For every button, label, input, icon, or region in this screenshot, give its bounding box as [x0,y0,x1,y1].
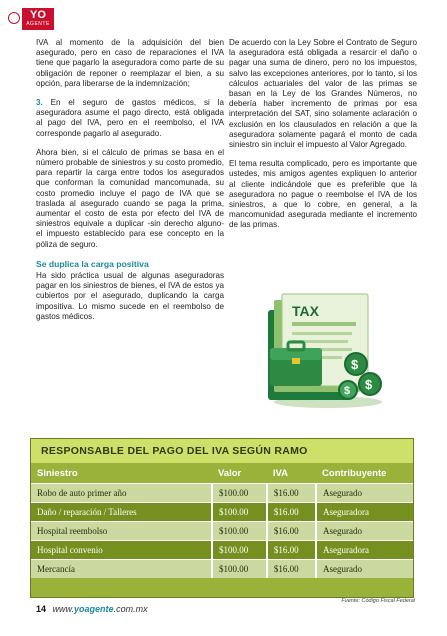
table-row [31,503,413,522]
logo-text: YO [30,9,46,21]
cell-contribuyente: Asegurado [316,484,413,503]
site-prefix: www. [52,604,75,614]
page-number: 14 [36,604,47,614]
cell-siniestro: Daño / reparación / Talleres [31,503,212,522]
cell-valor: $100.00 [212,560,267,579]
cell-iva: $16.00 [267,560,316,579]
iva-table [30,438,414,598]
logo-circle-icon [8,12,20,24]
tax-illustration [262,292,394,410]
svg-text:$: $ [351,357,359,372]
table-title: RESPONSABLE DEL PAGO DEL IVA SEGÚN RAMO [31,439,413,463]
left-paragraph-3: Ahora bien, si el cálculo de primas se basa en el número probable de siniestros y su costo promedio, para repartir la carga entre todos los asegurados que conforman la comunidad mancomunada, su costo promedio incluye el pago de IVA que se traslada al asegurado cuando se paga la prima, aumentar el costo de esta por efecto del IVA de siniestros equivale a duplicar -sin derecho alguno- el impuesto establecido para ese concepto en la póliza de seguro. [36,147,224,249]
cell-valor: $100.00 [212,484,267,503]
table-row [31,560,413,579]
table-row [31,484,413,503]
cell-iva: $16.00 [267,503,316,522]
cell-iva: $16.00 [267,484,316,503]
cell-valor: $100.00 [212,541,267,560]
cell-contribuyente: Aseguradora [316,503,413,522]
left-paragraph-2 [36,98,224,139]
right-paragraph-2: El tema resulta complicado, pero es importante que ustedes, mis amigos agentes expliquen lo anterior al cliente indicándole que es preferible que la aseguradora no pague o reembolse el IVA de los siniestros, a que lo cobre, en general, a la mancomunidad asegurada mediante el incremento de las primas. [229,159,417,230]
tax-label: TAX [292,303,319,319]
header-valor: Valor [218,467,242,479]
cell-contribuyente: Asegurado [316,560,413,579]
cell-iva: $16.00 [267,541,316,560]
left-paragraph-2-text: En el seguro de gastos médicos, si la aseguradora asume el pago directo, está obligada al pago del IVA, pero en el reembolso, el IVA corresponde pagarlo al asegurado. [36,98,224,138]
svg-text:$: $ [344,385,351,397]
table-header-row [31,463,413,484]
header-contribuyente: Contribuyente [322,467,387,479]
site-brand: yoagente [74,604,114,614]
header-iva: IVA [272,467,289,479]
cell-contribuyente: Aseguradora [316,541,413,560]
left-paragraph-4: Ha sido práctica usual de algunas aseguradoras pagar en los siniestros de bienes, el IVA de estos ya cubiertos por el asegurado, duplicando la carga impositiva. Lo mismo sucede en el reembolso de gastos médicos. [36,271,224,321]
website-link[interactable] [53,604,148,614]
cell-siniestro: Hospital convenio [31,541,212,560]
table-row [31,522,413,541]
site-suffix: .com.mx [113,604,148,614]
cell-siniestro: Mercancía [31,560,212,579]
table-row [31,541,413,560]
cell-siniestro: Robo de auto primer año [31,484,212,503]
cell-siniestro: Hospital reembolso [31,522,212,541]
left-column [36,38,224,331]
svg-text:$: $ [365,377,373,392]
cell-iva: $16.00 [267,522,316,541]
logo-subtext: AGENTE [26,21,50,27]
table-source: Fuente: Código Fiscal Federal [341,598,415,604]
left-paragraph-1: IVA al momento de la adquisición del bien asegurado, pero en caso de reparaciones el IVA tiene que pagarlo la aseguradora como parte de su obligación de reponer o reemplazar el bien, a su opción, para liberarse de la indemnización; [36,38,224,88]
logo-badge [22,8,54,30]
tax-document-icon [262,292,394,410]
cell-valor: $100.00 [212,503,267,522]
list-number: 3. [36,98,43,108]
page-footer [36,604,148,614]
iva-data-table [31,463,413,578]
right-column [229,38,417,240]
right-paragraph-1: De acuerdo con la Ley Sobre el Contrato de Seguro la aseguradora está obligada a resarcir el daño o pagar una suma de dinero, pero no los impuestos, salvo las excepciones anteriores, por lo tanto, si los cálculos actuariales del valor de las primas se basan en la Ley de los Grandes Números, no debería haber incremento de primas por esa interpretación del SAT, sino solamente aclaración o exclusión en los clausulados en relación a que la aseguradora solamente pagará el monto de cada siniestro sin incluir el impuesto al Valor Agregado. [229,38,417,150]
cell-contribuyente: Asegurado [316,522,413,541]
header-siniestro: Siniestro [37,467,78,479]
section-subheading: Se duplica la carga positiva [36,258,149,269]
cell-valor: $100.00 [212,522,267,541]
